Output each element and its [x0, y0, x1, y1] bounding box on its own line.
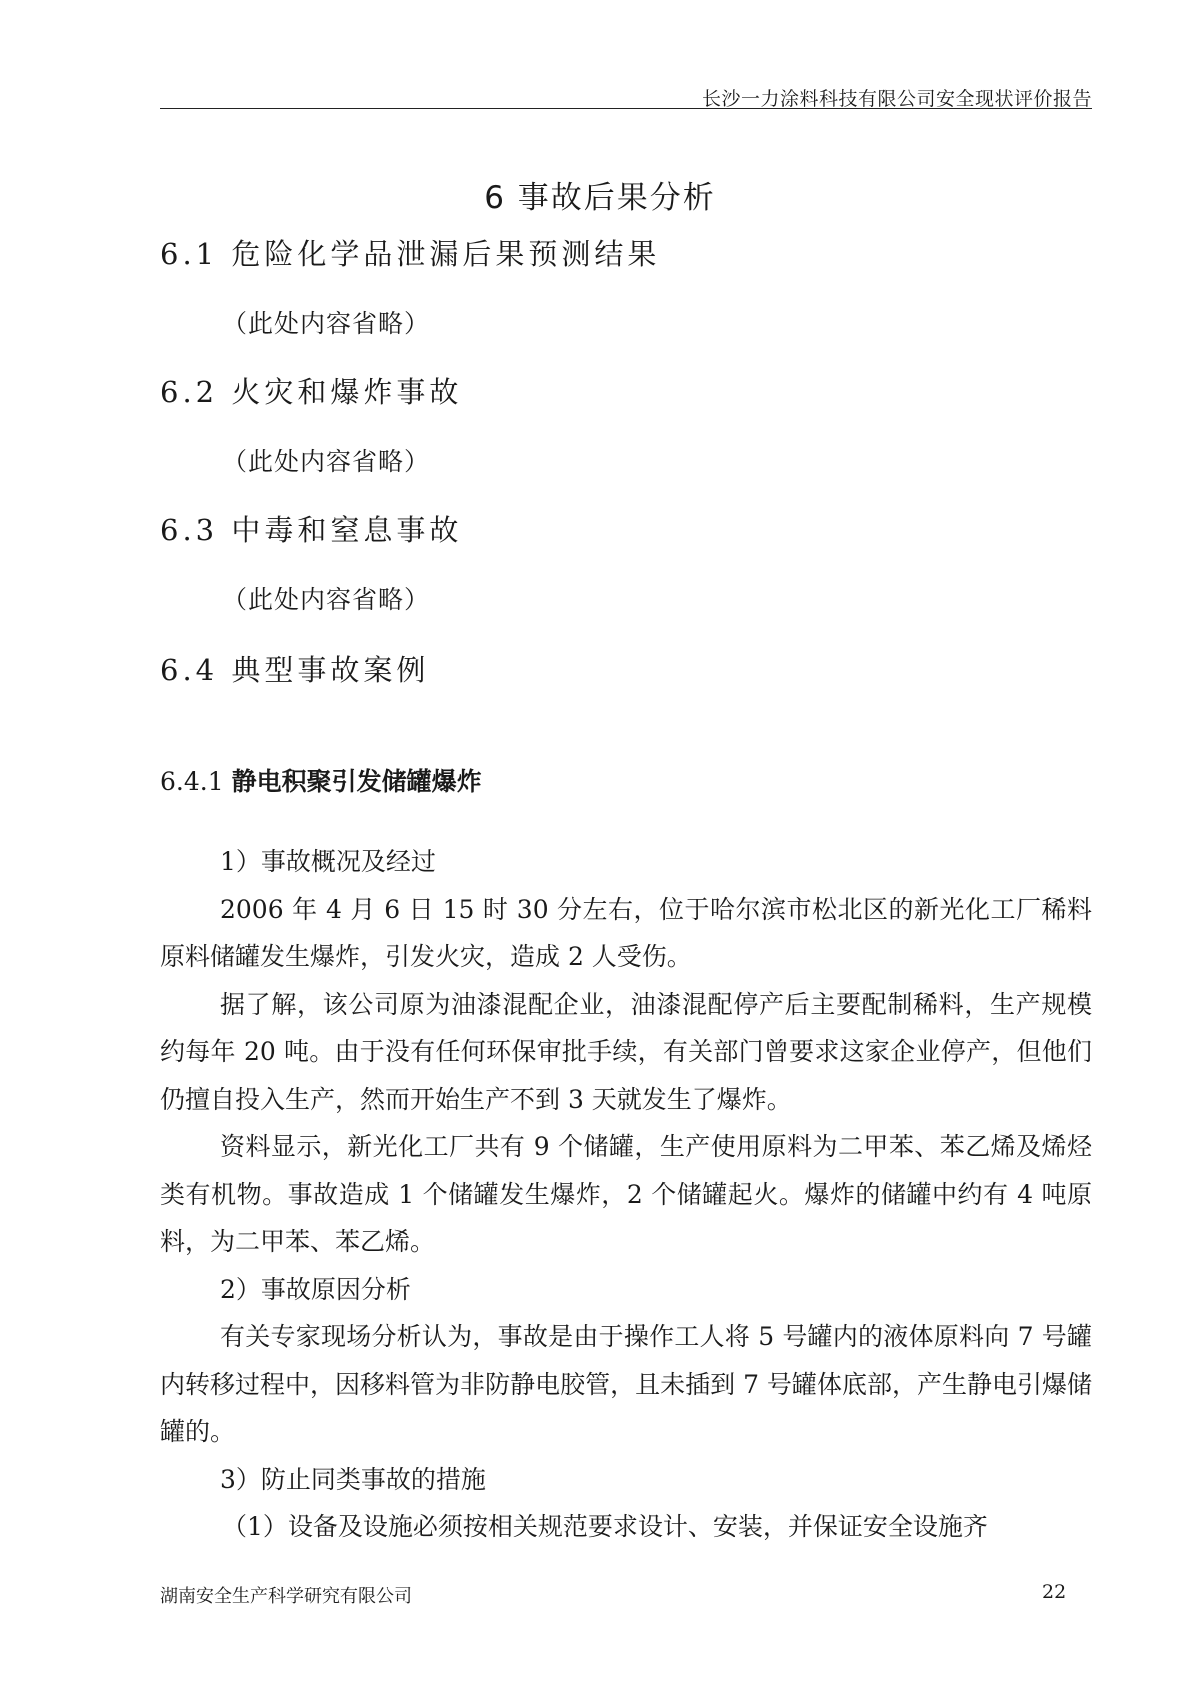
subsection-heading-6-4-1 [160, 762, 482, 798]
case-body [160, 838, 1092, 1551]
chapter-title: 6 事故后果分析 [484, 180, 716, 216]
omitted-note-6-3: （此处内容省略） [222, 585, 431, 614]
paragraph: 2006 年 4 月 6 日 15 时 30 分左右，位于哈尔滨市松北区的新光化工厂稀料原料储罐发生爆炸，引发火灾，造成 2 人受伤。 [160, 894, 1092, 971]
subsection-title: 静电积聚引发储罐爆炸 [231, 767, 482, 796]
footer-organization: 湖南安全生产科学研究有限公司 [160, 1586, 412, 1607]
running-header: 长沙一力涂料科技有限公司安全现状评价报告 [701, 88, 1092, 110]
page-number: 22 [1042, 1581, 1067, 1603]
paragraph: 资料显示，新光化工厂共有 9 个储罐，生产使用原料为二甲苯、苯乙烯及烯烃类有机物。事故造成 1 个储罐发生爆炸，2 个储罐起火。爆炸的储罐中约有 4 吨原料，为二甲苯、苯乙烯。 [160, 1132, 1092, 1256]
omitted-note-6-1: （此处内容省略） [222, 309, 431, 338]
section-heading-6-4: 6.4 典型事故案例 [160, 653, 430, 687]
item-1-title: 1）事故概况及经过 [220, 847, 436, 876]
section-heading-6-1: 6.1 危险化学品泄漏后果预测结果 [160, 237, 661, 271]
subsection-number: 6.4.1 [160, 767, 224, 796]
omitted-note-6-2: （此处内容省略） [222, 447, 431, 476]
item-3-title: 3）防止同类事故的措施 [220, 1464, 486, 1494]
item-2-title: 2）事故原因分析 [220, 1274, 411, 1304]
paragraph: 据了解，该公司原为油漆混配企业，油漆混配停产后主要配制稀料，生产规模约每年 20 吨。由于没有任何环保审批手续，有关部门曾要求这家企业停产，但他们仍擅自投入生产，然而开始生产不到 3 天就发生了爆炸。 [160, 989, 1092, 1114]
measure-1: （1）设备及设施必须按相关规范要求设计、安装，并保证安全设施齐 [222, 1512, 988, 1541]
paragraph: 有关专家现场分析认为，事故是由于操作工人将 5 号罐内的液体原料向 7 号罐内转移过程中，因移料管为非防静电胶管，且未插到 7 号罐体底部，产生静电引爆储罐的。 [160, 1322, 1092, 1446]
section-heading-6-3: 6.3 中毒和窒息事故 [160, 513, 463, 547]
header-rule [160, 108, 1092, 109]
section-heading-6-2: 6.2 火灾和爆炸事故 [160, 375, 463, 409]
